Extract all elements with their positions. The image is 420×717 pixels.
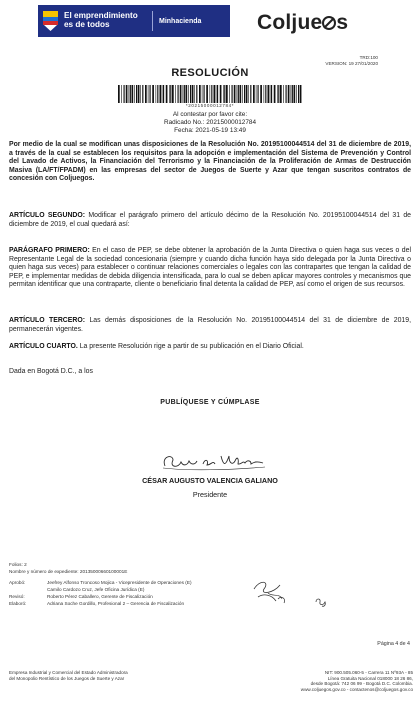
initials-mark-small [314, 596, 328, 608]
initials-mark [250, 575, 290, 609]
paragraph-first: PARÁGRAFO PRIMERO: En el caso de PEP, se debe obtener la aprobación de la Junta Directiva o quien haga sus veces o del Representante Legal de la sociedad concesionaria (siempre y cuando dicha función haya sido delegada por la Junta Directiva o quien haga sus veces) para establecer o continuar relaciones comerciales o legales con las contrapartes que tengan la calidad de PEP, e implementar medidas de debida diligencia intensificada, para lo cual se deben aplicar mayores controles y mecanismos que permitan identificar que una contraparte, cliente o beneficiario final detenta la calidad de PEP, así como el origen de sus recursos. [9, 247, 411, 289]
page-number: Página 4 de 4 [377, 641, 410, 647]
footer-entity: Empresa Industrial y Comercial del Estado Administradora del Monopolio Rentístico de los Juegos de Suerte y Azar [9, 670, 128, 681]
coljuegos-logo-mark-icon [322, 12, 336, 26]
banner-divider [152, 11, 153, 31]
intro-paragraph: Por medio de la cual se modifican unas disposiciones de la Resolución No. 20195100044514 del 31 de diciembre de 2019, a través de la cual se establecen los requisitos para la adopción e implementación del Sistema de Prevención y Control del Lavado de Activos, la Financiación del Terrorismo y la Financiación de la Proliferación de Armas de Destrucción Masiva (LA/FT/FPADM) en las empresas del sector de Juegos de Suerte y Azar que tengan suscritos contratos de concesión con Coljuegos. [9, 141, 411, 183]
aprobo-label: Aprobó: [9, 580, 26, 585]
article-third: ARTÍCULO TERCERO: Las demás disposiciones de la Resolución No. 20195100044514 del 31 de diciembre de 2019, permanecerán vigentes. [9, 317, 411, 333]
aprobo-line-2: Camilo Cardozo Cruz, Jefe Oficina Jurídica (E) [47, 587, 145, 592]
government-banner [38, 5, 230, 37]
banner-slogan: El emprendimiento es de todos [64, 11, 138, 29]
dada-line: Dada en Bogotá D.C., a los [9, 368, 93, 375]
publiquese-heading: PUBLÍQUESE Y CÚMPLASE [160, 399, 260, 406]
reviso-label: Revisó: [9, 594, 25, 599]
article-fourth: ARTÍCULO CUARTO. La presente Resolución rige a partir de su publicación en el Diario Oficial. [9, 343, 304, 350]
signatory-role: Presidente [192, 490, 228, 499]
reviso-line: Roberto Pérez Caballero, Gerente de Fiscalización [47, 594, 153, 599]
article-second: ARTÍCULO SEGUNDO: Modificar el parágrafo primero del artículo décimo de la Resolución No. 20195100044514 del 31 de diciembre de 2019, el cual quedará así: [9, 212, 412, 228]
aprobo-line-1: Jeefrey Alfonso Troncoso Mojica - Vicepresidente de Operaciones (E) [47, 580, 192, 585]
colombia-seal-icon [43, 11, 58, 31]
citation-block: Al contestar por favor cite: Radicado No.: 20215000012784 Fecha: 2021-05-19 13:49 [163, 111, 257, 134]
handwritten-signature [159, 446, 269, 476]
trd-version-block: TRD:100 VERSION: 19 27/01/2020 [325, 55, 378, 67]
elaboro-line: Adriana Soche Gordillo, Profesional 2 – Gerencia de Fiscalización [47, 601, 185, 606]
expediente-line: Nombre y número de expediente: 20135000660100001E [9, 569, 128, 574]
barcode-image [118, 85, 302, 103]
barcode-text: *20215000012784* [185, 103, 235, 108]
signatory-name: CÉSAR AUGUSTO VALENCIA GALIANO [142, 476, 278, 485]
elaboro-label: Elaboró: [9, 601, 27, 606]
ministry-label: Minhacienda [159, 17, 202, 25]
folios-line: Folios: 2 [9, 562, 27, 567]
footer-contact: NIT: 900.505.060-5 - Carrera 11 Nº93A - 85 Línea Gratuita Nacional 018000 18 26 86, desde Bogotá: 742 06 99 - Bogotá D.C. Colombia. www.coljuegos.gov.co - contactenos@coljuegos.gov.co [300, 670, 413, 692]
coljuegos-logo: Coljue s [257, 11, 349, 34]
document-title: RESOLUCIÓN [171, 67, 249, 79]
